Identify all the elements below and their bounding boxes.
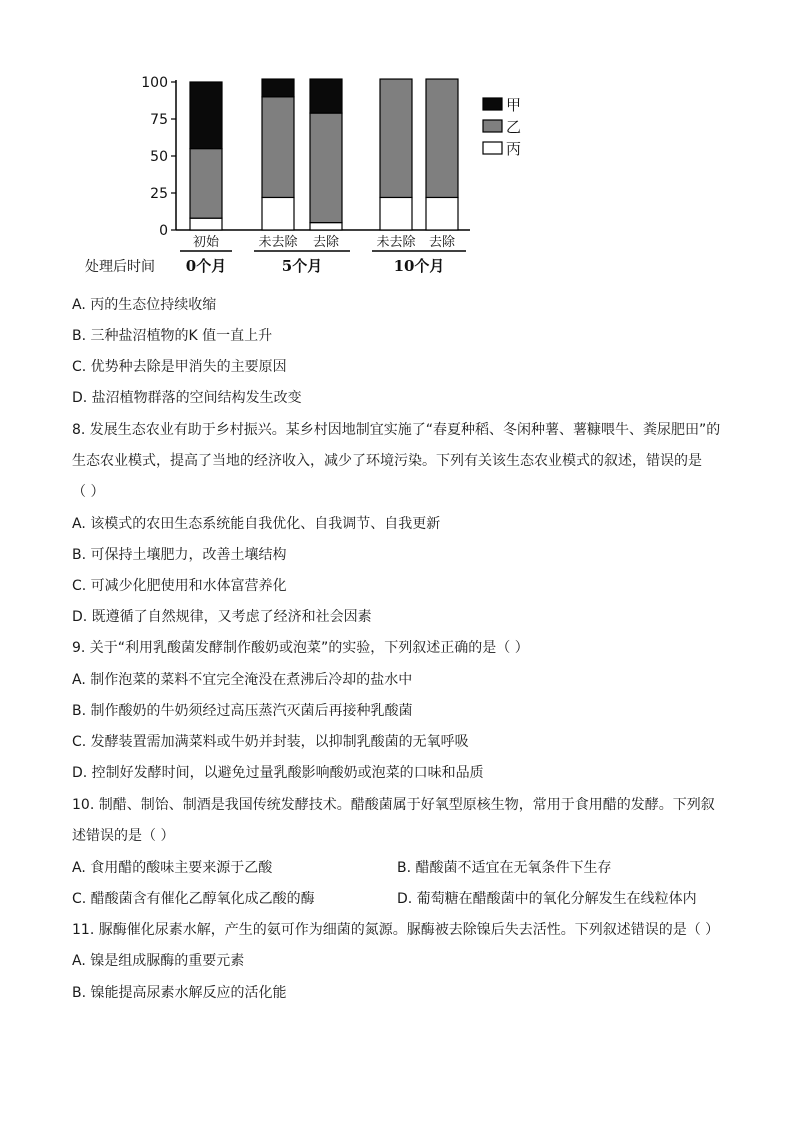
q8-stem-line-1: 8. 发展生态农业有助于乡村振兴。某乡村因地制宜实施了“春夏种稻、冬闲种薯、薯糠喂牛、粪尿肥田”的 [72, 422, 721, 438]
q8-option-b: B. 可保持土壤肥力，改善土壤结构 [72, 547, 287, 563]
x-group-label: 0个月 [185, 257, 227, 275]
x-category-label: 未去除 [376, 235, 416, 250]
bar-segment [426, 197, 458, 230]
q8-option-a: A. 该模式的农田生态系统能自我优化、自我调节、自我更新 [72, 516, 441, 532]
y-tick-label: 75 [150, 112, 168, 128]
q9-stem: 9. 关于“利用乳酸菌发酵制作酸奶或泡菜”的实验，下列叙述正确的是（ ） [72, 640, 529, 656]
q10-option-a: A. 食用醋的酸味主要来源于乙酸 [72, 860, 273, 876]
legend-swatch [483, 142, 502, 154]
q8-stem-line-3: （ ） [72, 484, 105, 500]
x-group-label: 5个月 [281, 257, 323, 275]
x-category-label: 未去除 [258, 235, 298, 250]
bar-segment [310, 113, 342, 223]
q10-option-b: B. 醋酸菌不适宜在无氧条件下生存 [397, 860, 612, 876]
q10-option-c: C. 醋酸菌含有催化乙醇氧化成乙酸的酶 [72, 891, 315, 907]
x-category-label: 去除 [312, 235, 340, 250]
bar-segment [262, 197, 294, 230]
q10-stem-line-2: 述错误的是（ ） [72, 828, 175, 844]
bar-segment [190, 149, 222, 219]
q11-option-b: B. 镍能提高尿素水解反应的活化能 [72, 985, 287, 1001]
q10-option-d: D. 葡萄糖在醋酸菌中的氧化分解发生在线粒体内 [397, 891, 697, 907]
q10-stem-line-1: 10. 制醋、制饴、制酒是我国传统发酵技术。醋酸菌属于好氧型原核生物，常用于食用醋的发酵。下列叙 [72, 797, 715, 813]
y-tick-label: 50 [150, 149, 168, 165]
q9-option-d: D. 控制好发酵时间，以避免过量乳酸影响酸奶或泡菜的口味和品质 [72, 765, 484, 781]
x-group-title: 处理后时间 [85, 259, 155, 275]
q8-option-c: C. 可减少化肥使用和水体富营养化 [72, 578, 287, 594]
legend-label: 乙 [506, 118, 522, 136]
y-tick-label: 25 [150, 186, 168, 202]
q8-option-d: D. 既遵循了自然规律，又考虑了经济和社会因素 [72, 609, 372, 625]
legend-label: 甲 [506, 96, 522, 114]
bar-segment [190, 218, 222, 230]
x-category-label: 初始 [192, 235, 220, 250]
bar-segment [380, 79, 412, 197]
legend-swatch [483, 120, 502, 132]
bar-segment [426, 79, 458, 197]
bar-segment [310, 79, 342, 113]
q11-stem: 11. 脲酶催化尿素水解，产生的氨可作为细菌的氮源。脲酶被去除镍后失去活性。下列叙述错误的是（ ） [72, 922, 720, 938]
q9-option-c: C. 发酵装置需加满菜料或牛奶并封装，以抑制乳酸菌的无氧呼吸 [72, 734, 469, 750]
q9-option-b: B. 制作酸奶的牛奶须经过高压蒸汽灭菌后再接种乳酸菌 [72, 703, 413, 719]
y-tick-label: 100 [141, 75, 168, 91]
q11-option-a: A. 镍是组成脲酶的重要元素 [72, 953, 245, 969]
bar-segment [262, 97, 294, 198]
y-tick-label: 0 [159, 223, 168, 239]
q7-option-b: B. 三种盐沼植物的K 值一直上升 [72, 328, 273, 344]
bar-segment [310, 223, 342, 230]
q7-option-a: A. 丙的生态位持续收缩 [72, 297, 217, 313]
bar-segment [262, 79, 294, 97]
bar-segment [190, 82, 222, 149]
x-category-label: 去除 [428, 235, 456, 250]
q9-option-a: A. 制作泡菜的菜料不宜完全淹没在煮沸后冷却的盐水中 [72, 672, 413, 688]
bar-segment [380, 197, 412, 230]
x-group-label: 10个月 [393, 257, 445, 275]
legend-label: 丙 [506, 140, 522, 158]
q8-stem-line-2: 生态农业模式，提高了当地的经济收入，减少了环境污染。下列有关该生态农业模式的叙述，错误的是 [72, 453, 702, 469]
q7-option-d: D. 盐沼植物群落的空间结构发生改变 [72, 390, 302, 406]
q7-option-c: C. 优势种去除是甲消失的主要原因 [72, 359, 287, 375]
legend-swatch [483, 98, 502, 110]
stacked-bar-chart [0, 0, 794, 290]
